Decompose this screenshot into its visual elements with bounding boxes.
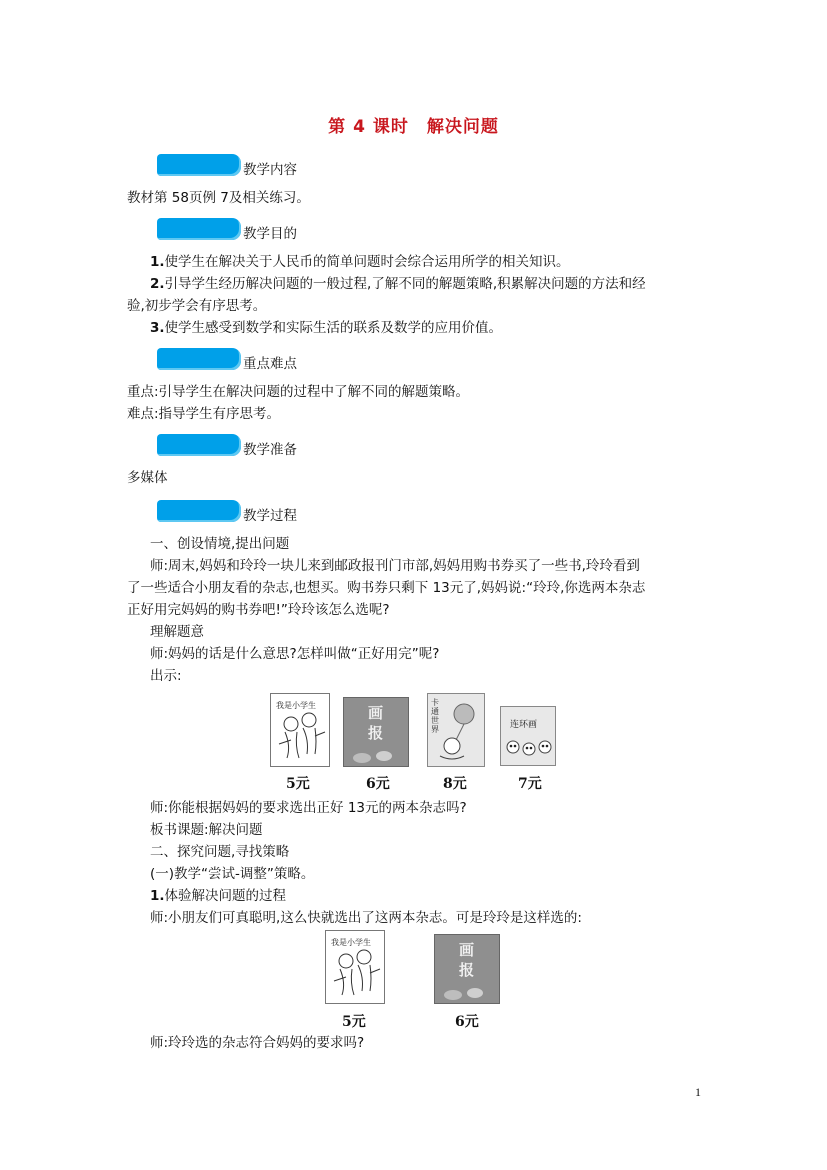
section-header-prep [157, 432, 297, 458]
children-illustration-icon [271, 706, 329, 766]
goal-number: 2. [150, 276, 165, 292]
section-label: 教学过程 [243, 508, 297, 524]
magazine-title: 画报 [459, 941, 475, 979]
section-header-goals [157, 216, 297, 242]
magazine-title: 连环画 [510, 720, 538, 730]
magazine-title: 卡通世界 [431, 698, 439, 734]
magazine-title: 画报 [368, 704, 384, 742]
section-label: 重点难点 [243, 356, 297, 372]
magazine-price: 6元 [455, 1014, 479, 1030]
magazine-price: 8元 [443, 776, 467, 792]
goal-text: 引导学生经历解决问题的一般过程,了解不同的解题策略,积累解决问题的方法和经 [164, 276, 646, 292]
step-number: 1. [150, 888, 165, 904]
goal-2 [150, 274, 646, 294]
content-text: 教材第 58页例 7及相关练习。 [127, 190, 310, 206]
goal-1 [150, 252, 570, 272]
panda-illustration-icon [501, 735, 555, 765]
process-text: (一)教学“尝试-调整”策略。 [150, 866, 315, 882]
section-label: 教学准备 [243, 442, 297, 458]
goal-text: 使学生感受到数学和实际生活的联系及数学的应用价值。 [164, 320, 503, 336]
decoration-icon [344, 746, 408, 766]
magazine-price: 5元 [342, 1014, 366, 1030]
magazine-cover-katong [427, 693, 485, 767]
section-header-content [157, 152, 297, 178]
section-marker [157, 218, 241, 240]
magazine-price: 5元 [286, 776, 310, 792]
section-marker [157, 500, 241, 522]
section-marker [157, 434, 241, 456]
magazine-title: 我是小学生 [276, 701, 316, 710]
goal-2-cont: 验,初步学会有序思考。 [127, 298, 267, 314]
process-text: 师:妈妈的话是什么意思?怎样叫做“正好用完”呢? [150, 646, 440, 662]
magazine-cover-xiaoxuesheng [325, 930, 385, 1004]
prep-text: 多媒体 [127, 470, 168, 486]
process-subheading [150, 886, 286, 906]
section-marker [157, 154, 241, 176]
process-text: 出示: [150, 668, 182, 684]
magazine-title: 我是小学生 [331, 938, 371, 947]
process-text: 师:小朋友们可真聪明,这么快就选出了这两本杂志。可是玲玲是这样选的: [150, 910, 582, 926]
page-number: 1 [695, 1085, 701, 1099]
section-header-process [157, 498, 297, 524]
magazine-cover-huabao [434, 934, 500, 1004]
magazine-price: 6元 [366, 776, 390, 792]
magazine-cover-huabao [343, 697, 409, 767]
goal-3 [150, 318, 502, 338]
decoration-icon [435, 983, 499, 1003]
magazine-cover-lianhuanhua [500, 706, 556, 766]
goal-number: 3. [150, 320, 165, 336]
process-text: 正好用完妈妈的购书券吧!”玲玲该怎么选呢? [127, 602, 390, 618]
process-text: 师:周末,妈妈和玲玲一块儿来到邮政报刊门市部,妈妈用购书券买了一些书,玲玲看到 [150, 558, 640, 574]
goal-text: 使学生在解决关于人民币的简单问题时会综合运用所学的相关知识。 [164, 254, 570, 270]
balloon-illustration-icon [428, 696, 484, 766]
process-text: 板书课题:解决问题 [150, 822, 263, 838]
key-important: 重点:引导学生在解决问题的过程中了解不同的解题策略。 [127, 384, 470, 400]
process-text: 师:玲玲选的杂志符合妈妈的要求吗? [150, 1035, 365, 1051]
process-heading-1: 一、创设情境,提出问题 [150, 536, 290, 552]
magazine-price: 7元 [518, 776, 542, 792]
children-illustration-icon [326, 943, 384, 1003]
section-header-key [157, 346, 297, 372]
process-text: 师:你能根据妈妈的要求选出正好 13元的两本杂志吗? [150, 800, 467, 816]
process-subheading: 理解题意 [150, 624, 204, 640]
lesson-title: 第 4 课时 解决问题 [328, 117, 499, 137]
key-difficult: 难点:指导学生有序思考。 [127, 406, 281, 422]
magazine-cover-xiaoxuesheng [270, 693, 330, 767]
section-label: 教学目的 [243, 226, 297, 242]
process-heading-2: 二、探究问题,寻找策略 [150, 844, 290, 860]
section-label: 教学内容 [243, 162, 297, 178]
goal-number: 1. [150, 254, 165, 270]
process-text: 了一些适合小朋友看的杂志,也想买。购书券只剩下 13元了,妈妈说:“玲玲,你选两本杂志 [127, 580, 646, 596]
step-text: 体验解决问题的过程 [164, 888, 287, 904]
section-marker [157, 348, 241, 370]
